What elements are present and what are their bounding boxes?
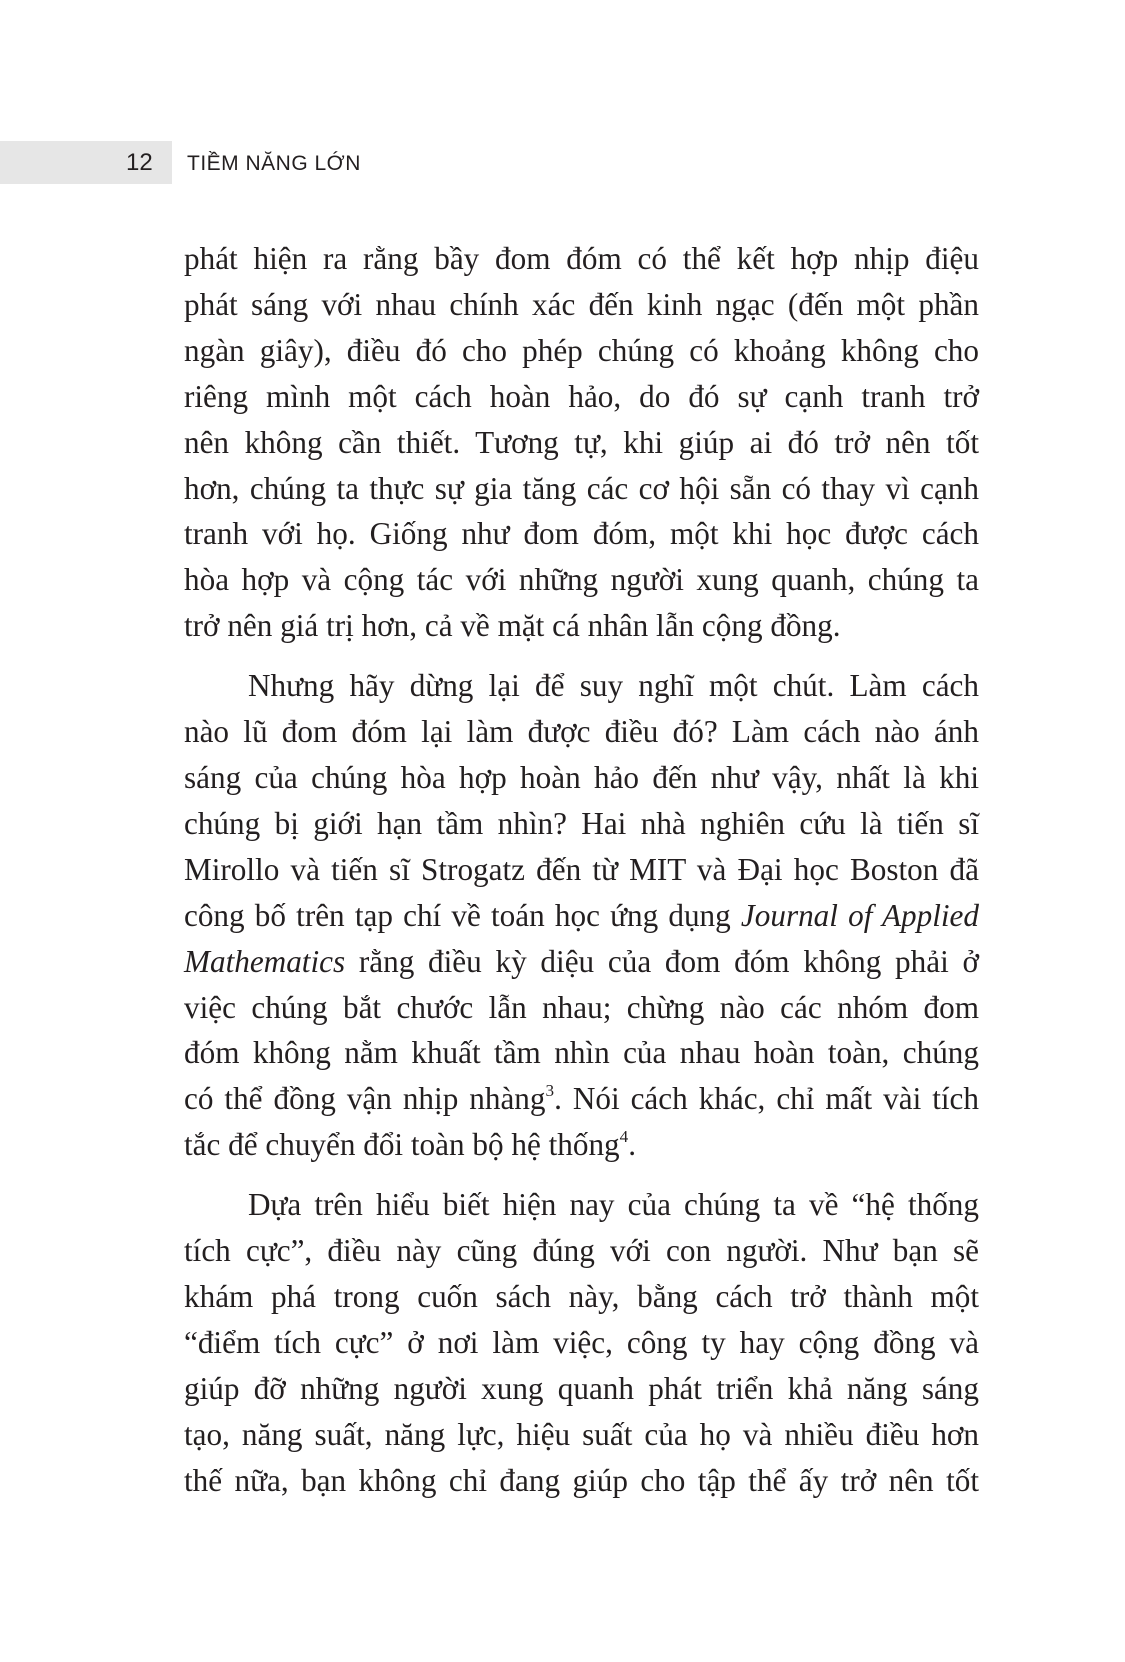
text-segment: . xyxy=(628,1127,637,1163)
text-segment: tắc để chuyển đổi toàn bộ hệ thống xyxy=(184,1127,620,1163)
text-line: riêng mình một cách hoàn hảo, do đó sự cạnh tranh trở xyxy=(184,378,979,414)
text-line: tranh với họ. Giống như đom đóm, một khi học được cách xyxy=(184,516,979,552)
text-line: thế nữa, bạn không chỉ đang giúp cho tập thể ấy trở nên tốt xyxy=(184,1462,979,1498)
text-line: giúp đỡ những người xung quanh phát triển khả năng sáng xyxy=(184,1370,979,1406)
running-title: TIỀM NĂNG LỚN xyxy=(187,152,361,175)
text-line: khám phá trong cuốn sách này, bằng cách trở thành một xyxy=(184,1278,979,1314)
footnote-ref: 3 xyxy=(545,1081,555,1101)
text-line: phát hiện ra rằng bầy đom đóm có thể kết hợp nhịp điệu xyxy=(184,241,979,276)
body-text xyxy=(184,236,979,1503)
text-line xyxy=(184,1076,979,1122)
text-segment: có thể đồng vận nhịp nhàng xyxy=(184,1081,546,1117)
text-segment: . Nói cách khác, chỉ mất vài tích xyxy=(554,1081,979,1117)
text-segment: rằng điều kỳ diệu của đom đóm không phải ở xyxy=(345,943,979,979)
text-line: nên không cần thiết. Tương tự, khi giúp ai đó trở nên tốt xyxy=(184,424,979,460)
text-line: việc chúng bắt chước lẫn nhau; chừng nào các nhóm đom xyxy=(184,989,979,1025)
text-line: “điểm tích cực” ở nơi làm việc, công ty hay cộng đồng và xyxy=(184,1324,979,1360)
text-line: hòa hợp và cộng tác với những người xung quanh, chúng ta xyxy=(184,562,979,598)
page-number: 12 xyxy=(126,149,153,176)
text-line: phát sáng với nhau chính xác đến kinh ngạc (đến một phần xyxy=(184,286,979,322)
footnote-ref: 4 xyxy=(619,1127,629,1147)
text-line: trở nên giá trị hơn, cả về mặt cá nhân lẫn cộng đồng. xyxy=(184,608,841,644)
text-line: Dựa trên hiểu biết hiện nay của chúng ta về “hệ thống xyxy=(248,1187,979,1223)
text-line xyxy=(184,893,979,939)
text-line: sáng của chúng hòa hợp hoàn hảo đến như vậy, nhất là khi xyxy=(184,759,979,795)
text-line: tích cực”, điều này cũng đúng với con người. Như bạn sẽ xyxy=(184,1233,979,1269)
text-line: chúng bị giới hạn tầm nhìn? Hai nhà nghiên cứu là tiến sĩ xyxy=(184,805,979,841)
text-line xyxy=(184,1122,979,1168)
text-line: đóm không nằm khuất tầm nhìn của nhau hoàn toàn, chúng xyxy=(184,1035,979,1071)
text-line: tạo, năng suất, năng lực, hiệu suất của họ và nhiều điều hơn xyxy=(184,1416,979,1452)
text-segment: công bố trên tạp chí về toán học ứng dụng xyxy=(184,897,741,933)
text-line xyxy=(184,939,979,985)
text-line: Mirollo và tiến sĩ Strogatz đến từ MIT và Đại học Boston đã xyxy=(184,851,979,887)
text-line: ngàn giây), điều đó cho phép chúng có khoảng không cho xyxy=(184,332,979,368)
text-line: hơn, chúng ta thực sự gia tăng các cơ hội sẵn có thay vì cạnh xyxy=(184,470,979,506)
text-line: nào lũ đom đóm lại làm được điều đó? Làm cách nào ánh xyxy=(184,714,979,750)
journal-title: Mathematics xyxy=(184,943,346,979)
journal-title: Journal of Applied xyxy=(740,897,979,933)
text-line: Nhưng hãy dừng lại để suy nghĩ một chút. Làm cách xyxy=(248,668,979,704)
